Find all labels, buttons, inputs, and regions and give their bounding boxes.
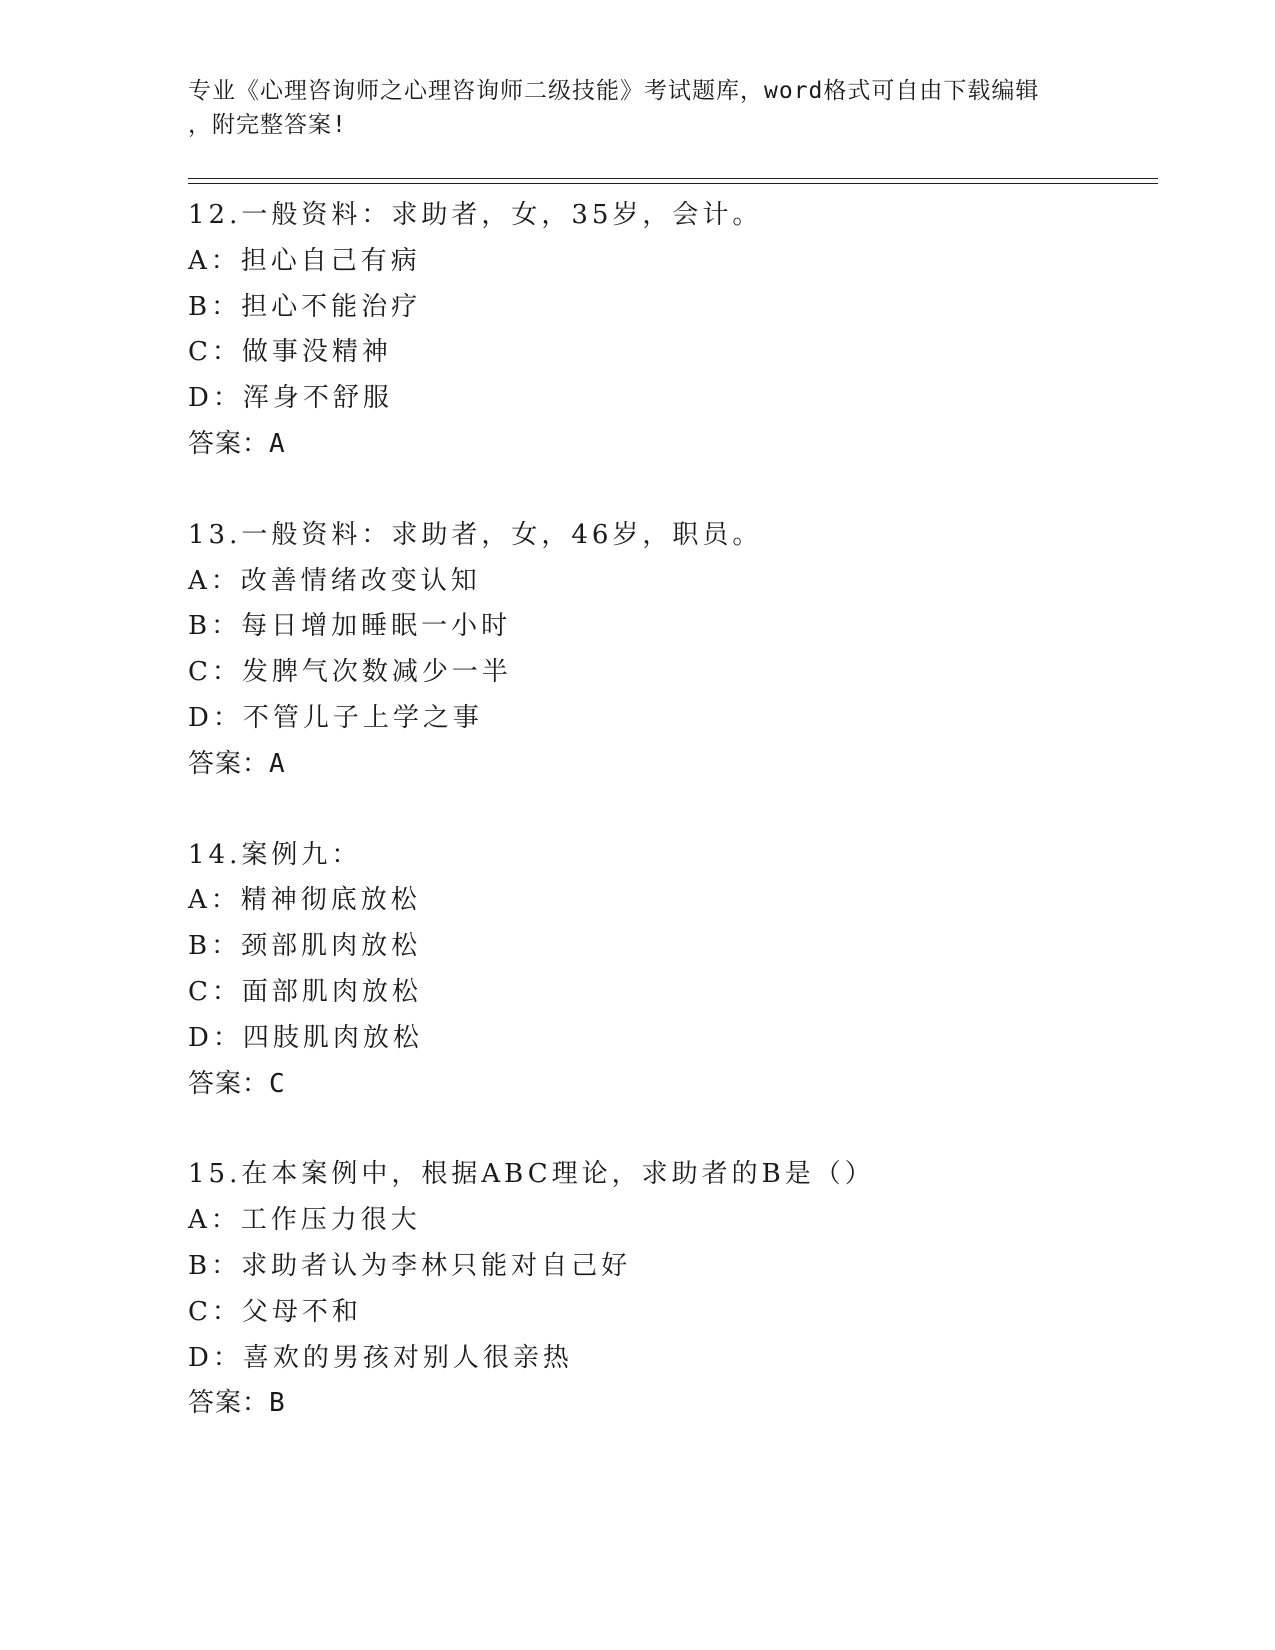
option-c: C：做事没精神 [188, 337, 392, 368]
question-14 [188, 833, 1148, 1108]
option-b: B：求助者认为李林只能对自己好 [188, 1250, 632, 1281]
header-divider-bottom [188, 183, 1158, 184]
option-d: D：不管儿子上学之事 [188, 702, 483, 733]
option-d: D：四肢肌肉放松 [188, 1022, 423, 1053]
answer-line: 答案：C [188, 1068, 286, 1099]
question-stem: 13.一般资料：求助者，女，46岁，职员。 [188, 519, 763, 550]
question-13 [188, 513, 1148, 788]
option-a: A：改善情绪改变认知 [188, 565, 481, 596]
answer-line: 答案：A [188, 748, 286, 779]
option-c: C：面部肌肉放松 [188, 976, 422, 1007]
question-12 [188, 193, 1148, 468]
option-a: A：担心自己有病 [188, 245, 421, 276]
option-a: A：精神彻底放松 [188, 885, 421, 916]
header-line-1: 专业《心理咨询师之心理咨询师二级技能》考试题库，word格式可自由下载编辑 [188, 78, 1040, 104]
question-15 [188, 1152, 1148, 1427]
header-divider-top [188, 178, 1158, 179]
option-b: B：每日增加睡眠一小时 [188, 611, 512, 642]
question-stem: 15.在本案例中，根据ABC理论，求助者的B是（） [188, 1159, 875, 1190]
question-stem: 14.案例九： [188, 839, 362, 870]
answer-line: 答案：A [188, 428, 286, 459]
answer-line: 答案：B [188, 1388, 286, 1419]
option-a: A：工作压力很大 [188, 1205, 421, 1236]
header-line-2: ，附完整答案! [188, 112, 347, 138]
question-list [188, 193, 1148, 1472]
option-c: C：父母不和 [188, 1296, 362, 1327]
option-d: D：喜欢的男孩对别人很亲热 [188, 1342, 573, 1373]
question-stem: 12.一般资料：求助者，女，35岁，会计。 [188, 200, 763, 230]
option-b: B：颈部肌肉放松 [188, 931, 422, 962]
option-d: D：浑身不舒服 [188, 383, 393, 414]
option-b: B：担心不能治疗 [188, 291, 422, 322]
option-c: C：发脾气次数减少一半 [188, 657, 512, 688]
document-header [188, 74, 1088, 142]
